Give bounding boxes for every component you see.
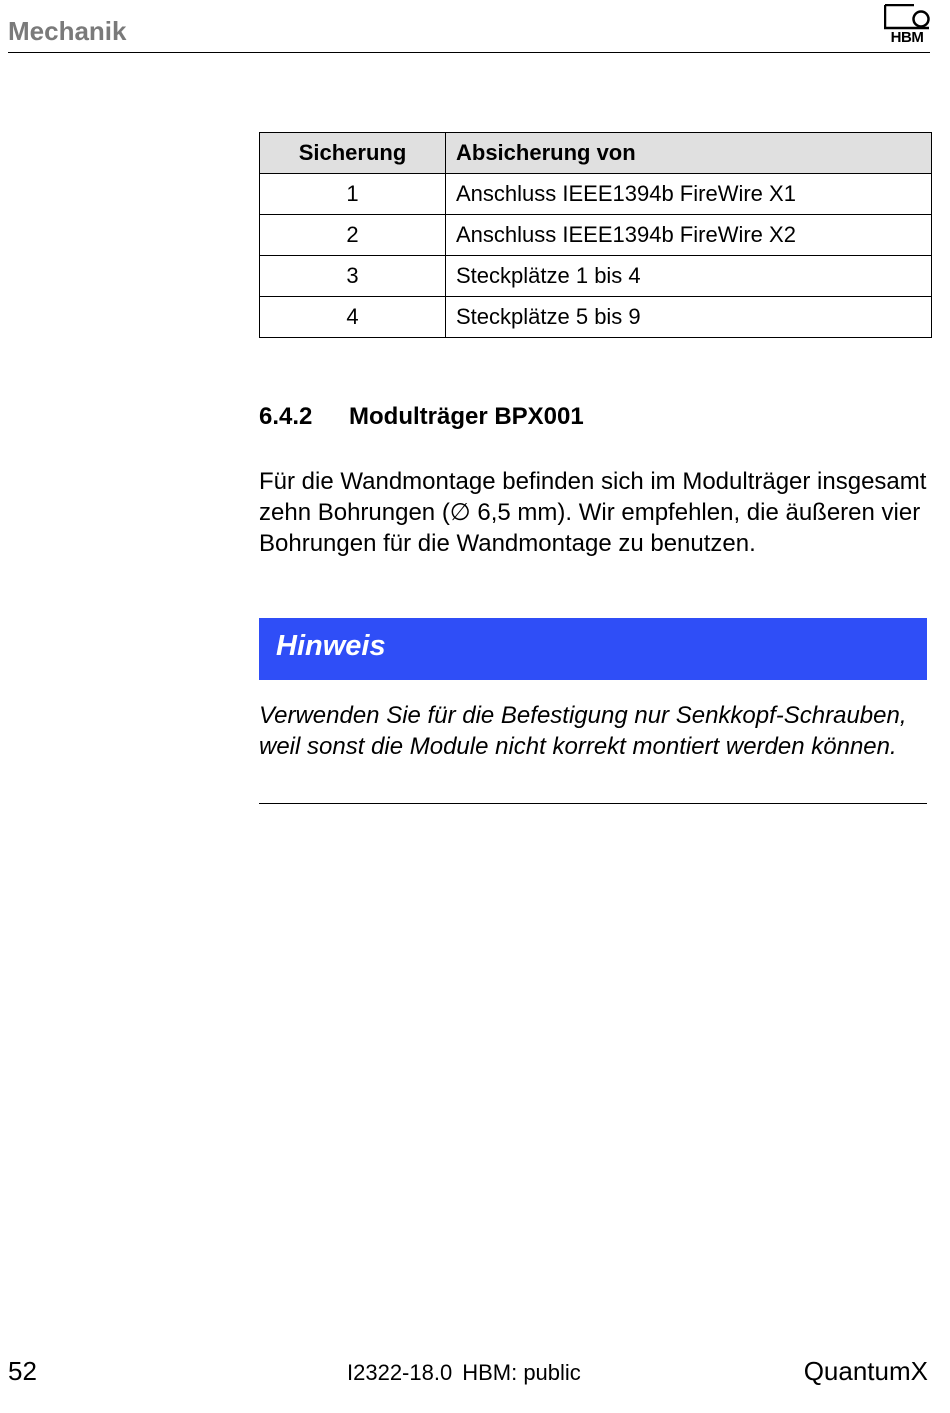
section-paragraph: Für die Wandmontage befinden sich im Modulträger insgesamt zehn Bohrungen (∅ 6,5 mm). Wir empfehlen, die äußeren vier Bohrungen für die Wandmontage zu benutzen. [259, 468, 927, 557]
table-row [260, 215, 932, 256]
column-header-protection: Absicherung von [446, 133, 932, 174]
hbm-logo-mark-icon [884, 4, 930, 30]
section-title: Modulträger BPX001 [349, 403, 584, 430]
page-number: 52 [8, 1356, 37, 1386]
protection-cell: Steckplätze 1 bis 4 [446, 256, 932, 297]
note-title: Hinweis [276, 630, 386, 662]
table-row [260, 256, 932, 297]
column-header-fuse: Sicherung [260, 133, 446, 174]
protection-cell: Anschluss IEEE1394b FireWire X2 [446, 215, 932, 256]
hbm-logo [884, 4, 930, 44]
fuse-number-cell: 2 [260, 215, 446, 256]
document-classification: HBM: public [462, 1360, 581, 1385]
section-number: 6.4.2 [259, 403, 313, 430]
table-header-row [260, 133, 932, 174]
protection-cell: Steckplätze 5 bis 9 [446, 297, 932, 338]
fuse-table [259, 132, 932, 338]
note-text: Verwenden Sie für die Befestigung nur Senkkopf-Schrauben, weil sonst die Module nicht korrekt montiert werden können. [259, 702, 907, 760]
fuse-number-cell: 4 [260, 297, 446, 338]
protection-cell: Anschluss IEEE1394b FireWire X1 [446, 174, 932, 215]
chapter-title: Mechanik [8, 16, 127, 46]
logo-text: HBM [890, 29, 924, 46]
fuse-number-cell: 3 [260, 256, 446, 297]
fuse-number-cell: 1 [260, 174, 446, 215]
note-divider [259, 803, 927, 804]
table-row [260, 297, 932, 338]
product-name: QuantumX [803, 1356, 928, 1386]
document-id: I2322-18.0 [347, 1360, 453, 1385]
document-info [347, 1360, 591, 1386]
header-divider [8, 52, 930, 53]
section-heading [259, 403, 584, 431]
note-banner [259, 618, 927, 680]
table-row [260, 174, 932, 215]
